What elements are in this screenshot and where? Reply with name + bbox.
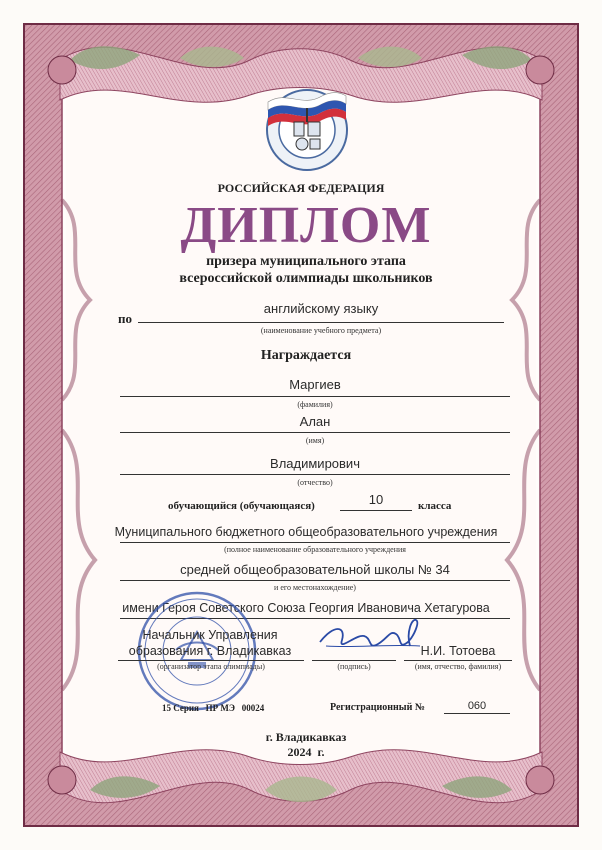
signer-caption: (организатор этапа олимпиады) [157, 662, 265, 671]
school-underline-1 [120, 542, 510, 543]
olympiad-emblem-icon [262, 82, 352, 174]
subject-prefix: по [118, 311, 132, 326]
city: г. Владикавказ [265, 730, 347, 744]
school-underline-2 [120, 580, 510, 581]
name-caption: (имя) [305, 436, 325, 445]
school-caption-1: (полное наименование образовательного учреждения [224, 545, 406, 554]
registration-number: 060 [467, 700, 487, 712]
diploma-title: ДИПЛОМ [180, 197, 432, 254]
signer-underline [118, 660, 304, 661]
school-line-1: Муниципального бюджетного общеобразовательного учреждения [114, 525, 498, 539]
country-name: РОССИЙСКАЯ ФЕДЕРАЦИЯ [217, 181, 385, 195]
subtitle-line-1: призера муниципального этапа [206, 254, 406, 269]
subject-caption: (наименование учебного предмета) [260, 326, 382, 335]
signer-name-underline [404, 660, 512, 661]
surname-caption: (фамилия) [297, 400, 333, 409]
student-label: обучающийся (обучающаяся) [168, 500, 315, 512]
subtitle-line-2: всероссийской олимпиады школьников [179, 271, 433, 286]
school-line-2: средней общеобразовательной школы № 34 [180, 562, 450, 577]
surname-underline [120, 396, 510, 397]
signature-caption: (подпись) [337, 662, 371, 671]
grade-suffix: класса [418, 500, 452, 512]
surname-value: Маргиев [289, 377, 341, 392]
patronymic-underline [120, 474, 510, 475]
registration-underline [444, 713, 510, 714]
grade-value: 10 [368, 492, 384, 507]
patronymic-caption: (отчество) [297, 478, 333, 487]
subject-underline [138, 322, 504, 323]
signer-line-2: образования г. Владикавказ [128, 644, 292, 658]
signature-underline [312, 660, 396, 661]
year: 2024 г. [287, 745, 325, 759]
signer-line-1: Начальник Управления [142, 628, 278, 642]
grade-underline [340, 510, 412, 511]
patronymic-value: Владимирович [270, 456, 360, 471]
awarded-heading: Награждается [260, 348, 352, 363]
school-line-3: имени Героя Советского Союза Георгия Ивановича Хетагурова [122, 601, 490, 615]
signer-name: Н.И. Тотоева [420, 644, 496, 658]
serial-number: 15 Серия ПР МЭ 00024 [162, 703, 265, 713]
name-value: Алан [299, 414, 331, 429]
registration-label: Регистрационный № [330, 702, 425, 713]
signer-name-caption: (имя, отчество, фамилия) [414, 662, 502, 671]
school-caption-2: и его местонахождение) [274, 583, 356, 592]
subject-value: английскому языку [263, 301, 379, 316]
name-underline [120, 432, 510, 433]
